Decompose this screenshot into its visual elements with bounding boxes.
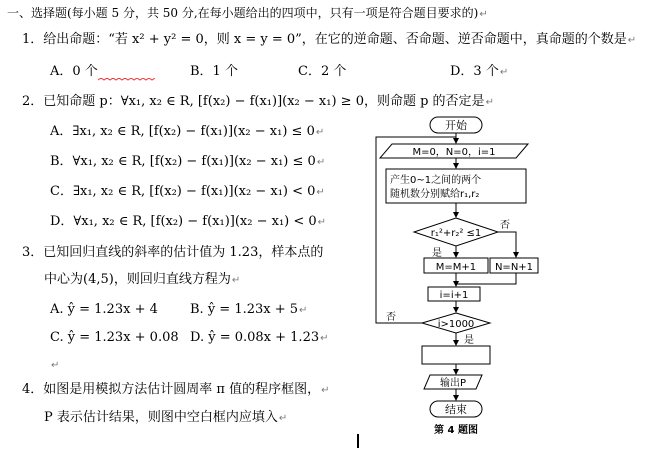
i-increment-label: i=i+1 — [439, 290, 469, 301]
q2-option-b: B．∀x₁, x₂ ∈ R, [f(x₂) − f(x₁)](x₂ − x₁) ≤ 0↵ — [50, 154, 326, 169]
question-2-stem: 2．已知命题 p：∀x₁, x₂ ∈ R, [f(x₂) − f(x₁)](x₂ − x₁) ≥ 0，则命题 p 的否定是↵ — [22, 94, 494, 109]
q1-option-a: A．0 个 — [50, 64, 98, 79]
q1-option-c: C．2 个 — [298, 64, 347, 79]
q3-option-b: B. ŷ = 1.23x + 5↵ — [190, 302, 308, 317]
blank-box — [422, 346, 490, 364]
question-3-stem-line1: 3．已知回归直线的斜率的估计值为 1.23，样本点的 — [22, 245, 324, 260]
text-cursor — [357, 434, 359, 448]
flowchart — [370, 112, 550, 438]
m-increment-label: M=M+1 — [435, 262, 477, 273]
q2-option-a: A．∃x₁, x₂ ∈ R, [f(x₂) − f(x₁)](x₂ − x₁) ≤ 0↵ — [50, 124, 325, 139]
q3-option-c: C. ŷ = 1.23x + 0.08 — [50, 330, 179, 345]
loop-condition-label: i>1000 — [437, 319, 475, 330]
q1-option-d: D．3 个↵ — [450, 64, 509, 79]
end-label: 结束 — [445, 403, 467, 416]
generate-label-line2: 随机数分别赋给r₁,r₂ — [390, 189, 480, 200]
question-1-stem: 1．给出命题：“若 x² + y² = 0，则 x = y = 0”，在它的逆命题、否命题、逆否命题中，真命题的个数是↵ — [22, 32, 637, 47]
spellcheck-underline — [98, 78, 156, 82]
no-label-1: 否 — [500, 220, 510, 231]
empty-line-mark: ↵ — [51, 360, 60, 371]
q2-option-d: D．∀x₁, x₂ ∈ R, [f(x₂) − f(x₁)](x₂ − x₁) < 0↵ — [50, 214, 327, 229]
condition-label: r₁²+r₂² ≤1 — [430, 228, 482, 239]
figure-caption: 第 4 题图 — [434, 425, 478, 436]
n-increment-label: N=N+1 — [494, 262, 534, 273]
q3-option-d: D. ŷ = 0.08x + 1.23↵ — [190, 330, 329, 345]
question-4-stem-line1: 4．如图是用模拟方法估计圆周率 π 值的程序框图，↵ — [22, 382, 330, 397]
section-header: 一、选择题(每小题 5 分，共 50 分,在每小题给出的四项中，只有一项是符合题目要求的)↵ — [7, 6, 488, 20]
init-label: M=0，N=0，i=1 — [412, 147, 496, 158]
yes-label-2: 是 — [464, 335, 474, 346]
question-4-stem-line2: P 表示估计结果，则图中空白框内应填入↵ — [44, 410, 288, 425]
no-label-2: 否 — [386, 312, 396, 323]
question-3-stem-line2: 中心为(4,5)，则回归直线方程为↵ — [44, 272, 241, 287]
yes-label-1: 是 — [432, 248, 442, 259]
q2-option-c: C．∃x₁, x₂ ∈ R, [f(x₂) − f(x₁)](x₂ − x₁) < 0↵ — [50, 184, 325, 199]
generate-label-line1: 产生0~1之间的两个 — [390, 175, 482, 186]
start-label: 开始 — [445, 119, 467, 132]
q3-option-a: A. ŷ = 1.23x + 4 — [50, 302, 158, 317]
output-label: 输出P — [439, 378, 467, 389]
q1-option-b: B．1 个 — [190, 64, 238, 79]
